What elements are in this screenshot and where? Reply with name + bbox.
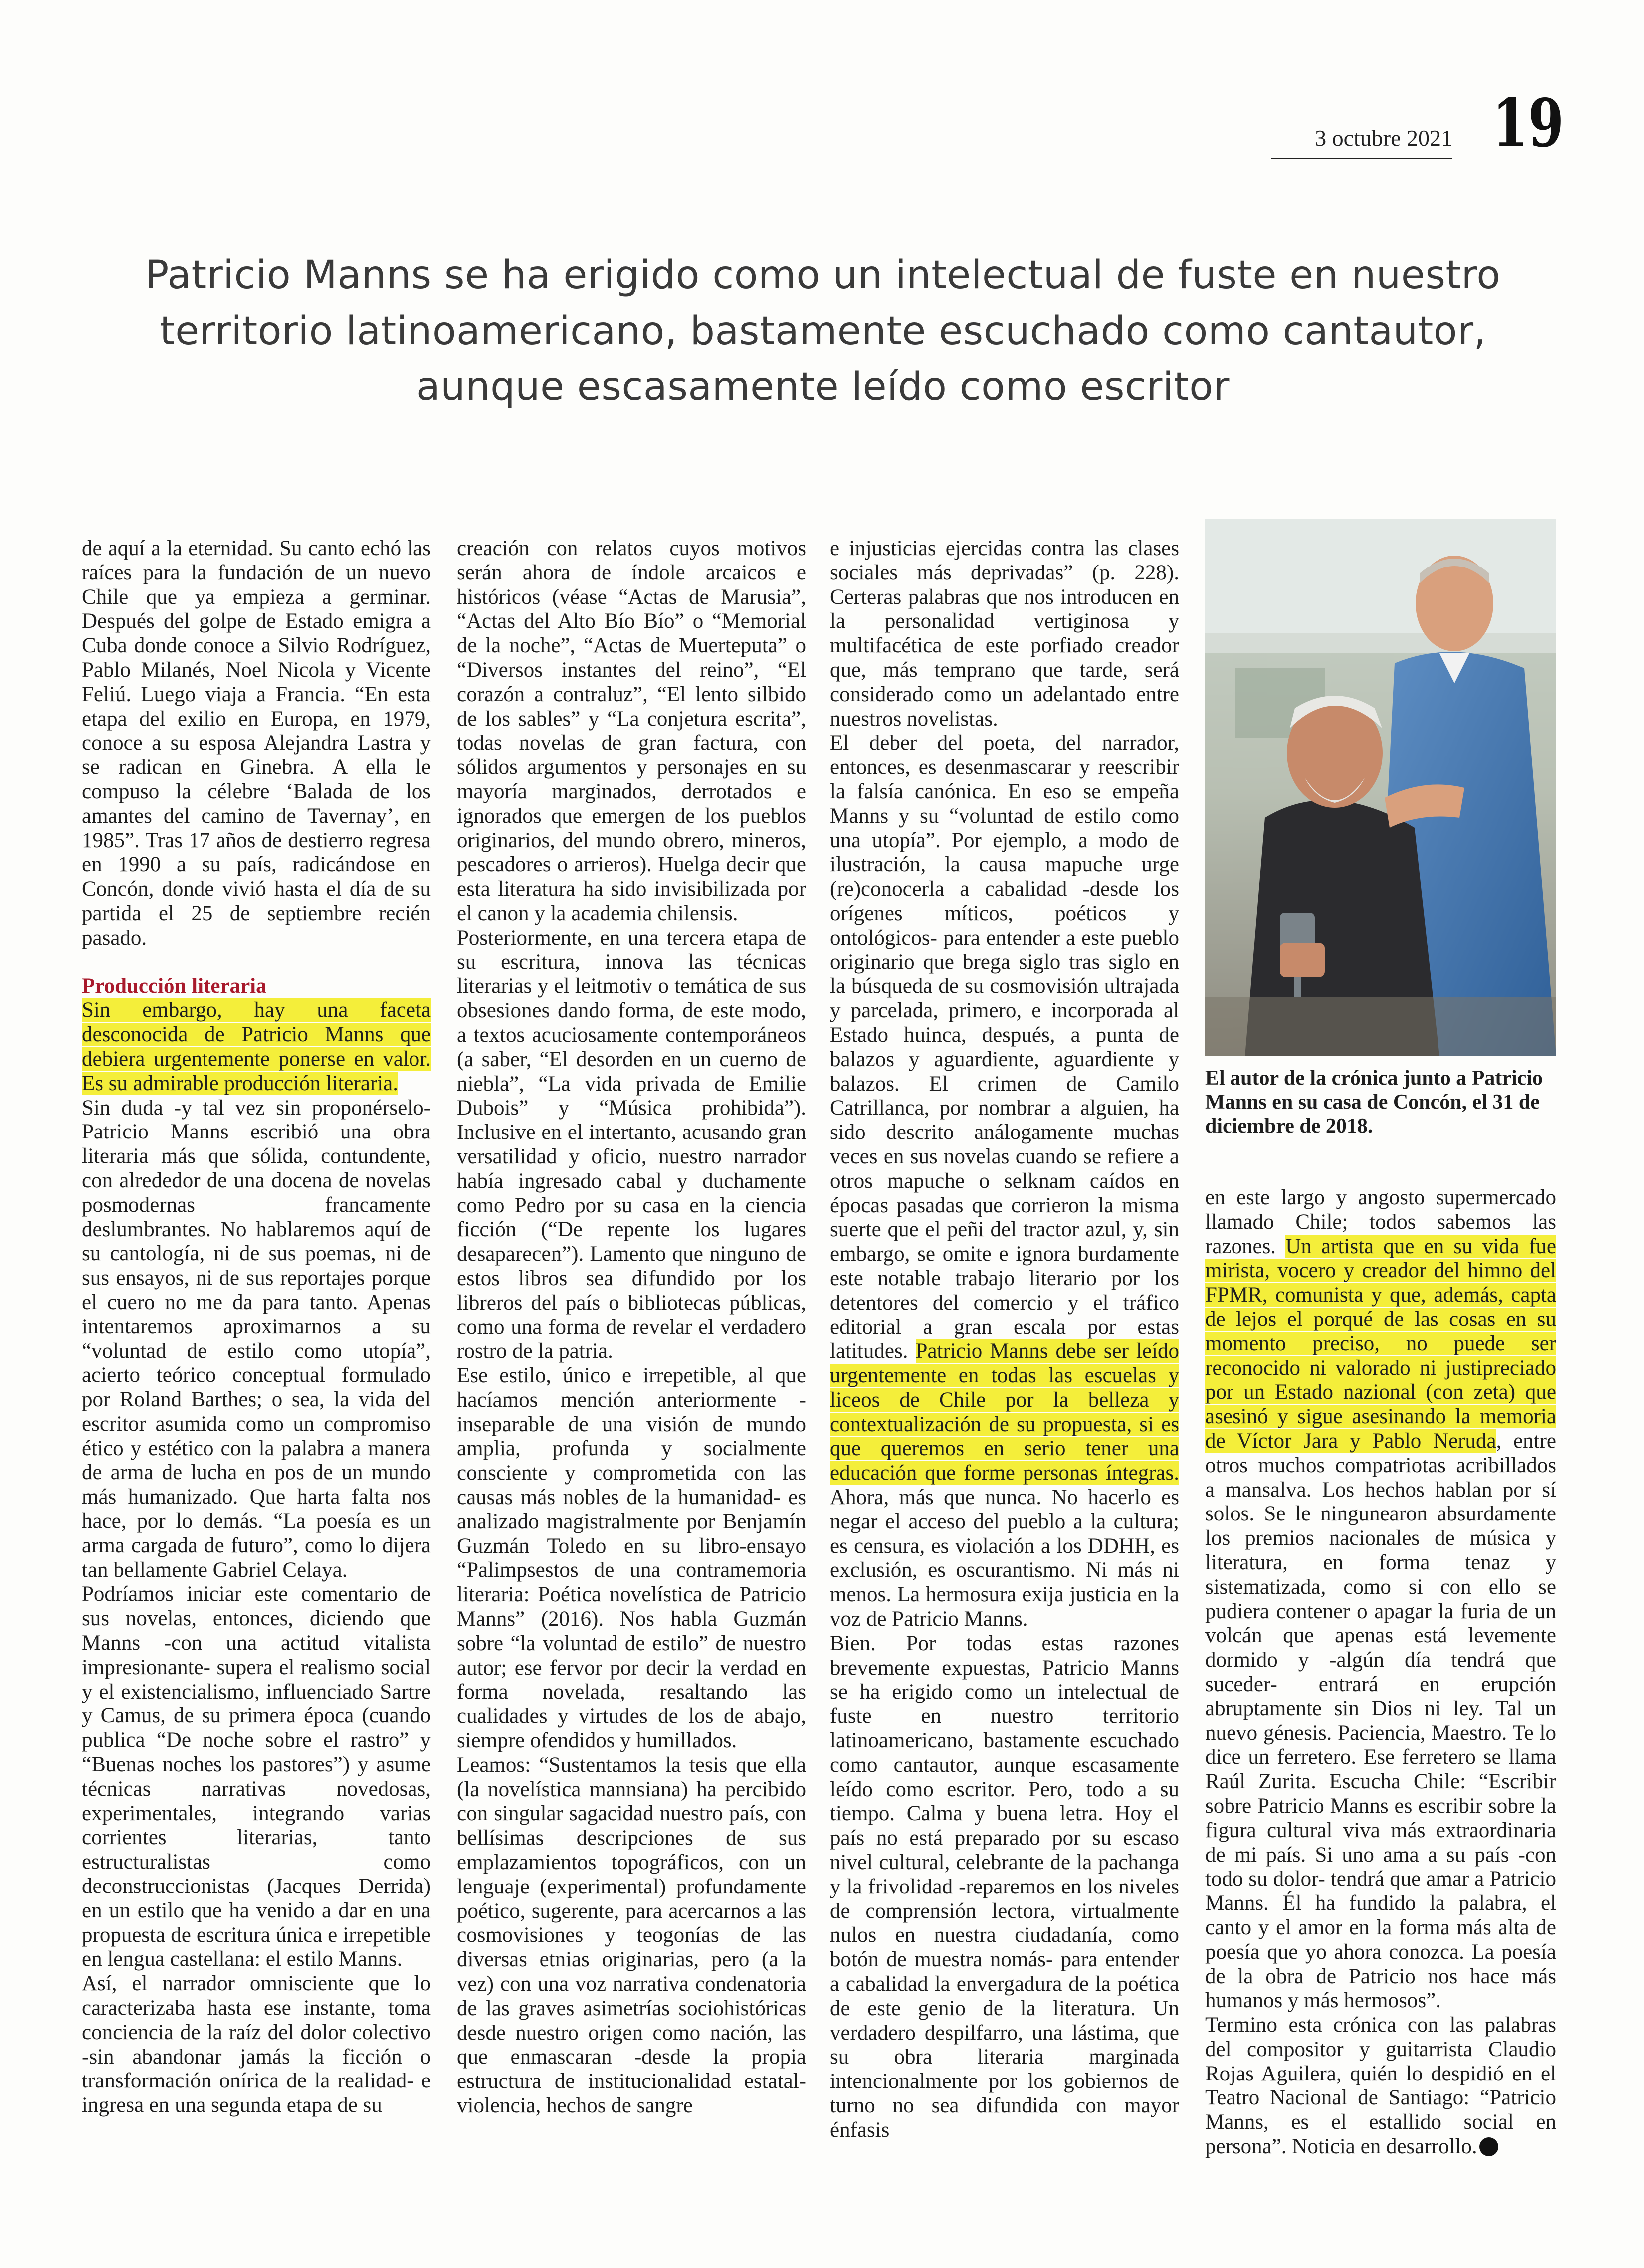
paragraph: Así, el narrador omnisciente que lo caracterizaba hasta ese instante, toma conciencia de la raíz del dolor colectivo -sin abandonar jamás la ficción o transformación onírica de la realidad- e ingresa en una segunda etapa de su: [82, 1972, 431, 2117]
paragraph: [1205, 2013, 1556, 2159]
paragraph: Podríamos iniciar este comentario de sus novelas, entonces, diciendo que Manns -con una actitud vitalista impresionante- supera el realismo social y el existencialismo, influenciado Sartre y Camus, de su primera época (cuando publica “De noche sobre el rastro” y “Buenas noches los pastores”) y asume técnicas narrativas novedosas, experimentales, integrando varias corrientes literarias, tanto estructuralistas como deconstruccionistas (Jacques Derrida) en un estilo que ha venido a dar en una propuesta de escritura única e irrepetible en lengua castellana: el estilo Manns.: [82, 1582, 431, 1971]
paragraph: [1205, 1186, 1556, 2013]
paragraph: [830, 731, 1179, 1631]
paragraph: Posteriormente, en una tercera etapa de su escritura, innova las técnicas literarias y el leitmotiv o temática de sus obsesiones dando forma, de este modo, a textos acuciosamente contemporáneos (a saber, “El desorden en un cuerno de niebla”, “La vida privada de Emilie Dubois” y “Música prohibida”). Inclusive en el intertanto, acusando gran versatilidad y oficio, nuestro narrador había ingresado cabal y duchamente como Pedro por su casa en la ciencia ficción (“De repente los lugares desaparecen”). Lamento que ninguno de estos libros sea difundido por los libreros del país o bibliotecas públicas, como una forma de revelar el verdadero rostro de la patria.: [457, 926, 806, 1363]
article-column-4: [1205, 1186, 1556, 2159]
highlight: Un artista que en su vida fue mirista, vocero y creador del himno del FPMR, comunista y que, además, capta de lejos el porqué de las cosas en su momento preciso, no puede ser reconocido ni valorado ni justipreciado por un Estado nazional (con zeta) que asesinó y sigue asesinando la memoria de Víctor Jara y Pablo Neruda: [1205, 1234, 1556, 1453]
paragraph: Leamos: “Sustentamos la tesis que ella (la novelística mannsiana) ha percibido con singular sagacidad nuestro país, con bellísimas descripciones de sus emplazamientos topográficos, con un lenguaje (experimental) profundamente poético, sugerente, para acercarnos a las cosmovisiones y teogonías de las diversas etnias originarias, pero (a la vez) con una voz narrativa condenatoria de las graves asimetrías sociohistóricas desde nuestro origen como nación, las que enmascaran -desde la propia estructura de institucionalidad estatal- violencia, hechos de sangre: [457, 1753, 806, 2117]
date-rule: [1271, 158, 1452, 159]
article-column-2: [457, 537, 806, 2118]
section-subhead: Producción literaria: [82, 974, 267, 998]
paragraph: Ese estilo, único e irrepetible, al que hacíamos mención anteriormente -inseparable de una visión de mundo amplia, profunda y socialmente consciente y comprometida con las causas más nobles de la humanidad- es analizado magistralmente por Benjamín Guzmán Toledo en su libro-ensayo “Palimpsestos de una contramemoria literaria: Poética novelística de Patricio Manns” (2016). Nos habla Guzmán sobre “la voluntad de estilo” de nuestro autor; ese fervor por decir la verdad en forma novelada, resaltando las cualidades y virtudes de los de abajo, siempre ofendidos y humillados.: [457, 1364, 806, 1753]
paragraph: creación con relatos cuyos motivos serán ahora de índole arcaicos e históricos (véase “Actas de Marusia”, “Actas del Alto Bío Bío” o “Memorial de la noche”, “Actas de Muerteputa” o “Diversos instantes del reino”, “El corazón a contraluz”, “El lento silbido de los sables” y “La conjetura escrita”, todas novelas de gran factura, con sólidos argumentos y personajes en su mayoría marginados, derrotados e ignorados que emergen de los pueblos originarios, del mundo obrero, mineros, pescadores o arrieros). Huelga decir que esta literatura ha sido invisibilizada por el canon y la academia chilensis.: [457, 537, 806, 925]
photo-caption: El autor de la crónica junto a Patricio Manns en su casa de Concón, el 31 de diciembre de 2018.: [1205, 1067, 1543, 1137]
photo-two-men-icon: [1205, 519, 1556, 1056]
text-run: El deber del poeta, del narrador, entonces, es desenmascarar y reescribir la falsía canónica. En eso se empeña Manns y su “voluntad de estilo como una utopía”. Por ejemplo, a modo de ilustración, la causa mapuche urge (re)conocerla a cabalidad -desde los orígenes míticos, poéticos y ontológicos- para entender a este pueblo originario que brega siglo tras siglo en la búsqueda de su cosmovisión ultrajada y parcelada, primero, e incorporada al Estado huinca, después, a punta de balazos y aguardiente, aguardiente y balazos. El crimen de Camilo Catrillanca, por nombrar a alguien, ha sido descrito análogamente muchas veces en sus novelas cuando se refiere a otros mapuche o selknam caídos en épocas pasadas que corrieron la misma suerte que el peñi del tractor azul, y, sin embargo, se omite e ignora burdamente este notable trabajo literario por los detentores del comercio y el tráfico editorial a gran escala por estas latitudes.: [830, 731, 1179, 1363]
highlight: Sin embargo, hay una faceta desconocida de Patricio Manns que debiera urgentemente ponerse en valor. Es su admirable producción literaria.: [82, 998, 431, 1095]
paragraph: e injusticias ejercidas contra las clases sociales más deprivadas” (p. 228). Certeras palabras que nos introducen en la personalidad vertiginosa y multifacética de este porfiado creador que, más temprano que tarde, será considerado como un adelantado entre nuestros novelistas.: [830, 537, 1179, 731]
paragraph: de aquí a la eternidad. Su canto echó las raíces para la fundación de un nuevo Chile que ya empieza a germinar. Después del golpe de Estado emigra a Cuba donde conoce a Silvio Rodríguez, Pablo Milanés, Noel Nicola y Vicente Feliú. Luego viaja a Francia. “En esta etapa del exilio en Europa, en 1979, conoce a su esposa Alejandra Lastra y se radican en Ginebra. A ella le compuso la célebre ‘Balada de los amantes del camino de Tavernay’, en 1985”. Tras 17 años de destierro regresa en 1990 a su país, radicándose en Concón, donde vivió hasta el día de su partida el 25 de septiembre recién pasado.: [82, 537, 431, 949]
page-number: 19: [1492, 85, 1564, 162]
pull-quote: Patricio Manns se ha erigido como un intelectual de fuste en nuestro territorio latinoamericano, bastamente escuchado como cantautor, aunque escasamente leído como escritor: [145, 253, 1501, 409]
article-column-1: [82, 537, 431, 2118]
highlight: Patricio Manns debe ser leído urgentemente en todas las escuelas y liceos de Chile por la belleza y contextualización de su propuesta, si es que queremos en serio tener una educación que forme personas íntegras.: [830, 1339, 1179, 1485]
text-run: Termino esta crónica con las palabras del compositor y guitarrista Claudio Rojas Aguilera, quién lo despidió en el Teatro Nacional de Santiago: “Patricio Manns, es el estallido social en persona”. Noticia en desarrollo.: [1205, 2013, 1556, 2159]
article-column-3: [830, 537, 1179, 2143]
text-run: Ahora, más que nunca. No hacerlo es negar el acceso del pueblo a la cultura; es censura, es violación a los DDHH, es exclusión, es oscurantismo. Ni más ni menos. La hermosura exija justicia en la voz de Patricio Manns.: [830, 1486, 1179, 1631]
paragraph: Sin duda -y tal vez sin proponérselo- Patricio Manns escribió una obra literaria más que sólida, contundente, con alrededor de una docena de novelas posmodernas francamente deslumbrantes. No hablaremos aquí de su cantología, ni de sus poemas, ni de sus ensayos, ni de sus reportajes porque el cuero no me da para tanto. Apenas intentaremos aproximarnos a su “voluntad de estilo como utopía”, acierto teórico conceptual formulado por Roland Barthes; o sea, la vida del escritor asumida como un compromiso ético y estético con la palabra a manera de arma de lucha en pos de un mundo más humanizado. Que harta falta nos hace, por lo demás. “La poesía es un arma cargada de futuro”, como lo dijera tan bellamente Gabriel Celaya.: [82, 1096, 431, 1582]
paragraph: Bien. Por todas estas razones brevemente expuestas, Patricio Manns se ha erigido como un intelectual de fuste en nuestro territorio latinoamericano, bastamente escuchado como cantautor, aunque escasamente leído como escritor. Pero, todo a su tiempo. Calma y buena letra. Hoy el país no está preparado por su escaso nivel cultural, celebrante de la pachanga y la frivolidad -reparemos en los niveles de comprensión lectora, virtualmente nulos en nuestra ciudadanía, como botón de muestra nomás- para entender a cabalidad la envergadura de la poética de este genio de la literatura. Un verdadero despilfarro, una lástima, que su obra literaria marginada intencionalmente por los gobiernos de turno no sea difundida con mayor énfasis: [830, 1631, 1179, 2142]
end-of-article-dot-icon: [1479, 2137, 1498, 2156]
text-run: , entre otros muchos compatriotas acribillados a mansalva. Los hechos hablan por sí solos. Se le ningunearon absurdamente los premios nacionales de música y literatura, en forma tenaz y sistematizada, como si con ello se pudiera contener o apagar la furia de un volcán que apenas está levemente dormido y -algún día tendrá que suceder- entrará en erupción abruptamente sin Dios ni ley. Tal un nuevo génesis. Paciencia, Maestro. Te lo dice un ferretero. Ese ferretero se llama Raúl Zurita. Escucha Chile: “Escribir sobre Patricio Manns es escribir sobre la figura cultural viva más extraordinaria de mi país. Si uno ama a su país -con todo su dolor- tendrá que amar a Patricio Manns. Él ha fundido la palabra, el canto y el amor en la forma más alta de poesía que yo ahora conozca. La poesía de la obra de Patricio nos hace más humanos y más hermosos”.: [1205, 1429, 1557, 2013]
highlighted-paragraph: [82, 998, 431, 1096]
issue-date: 3 octubre 2021: [1315, 125, 1452, 151]
text-run: en este largo y angosto supermercado llamado Chile; todos sabemos las razones.: [1205, 1186, 1556, 1258]
